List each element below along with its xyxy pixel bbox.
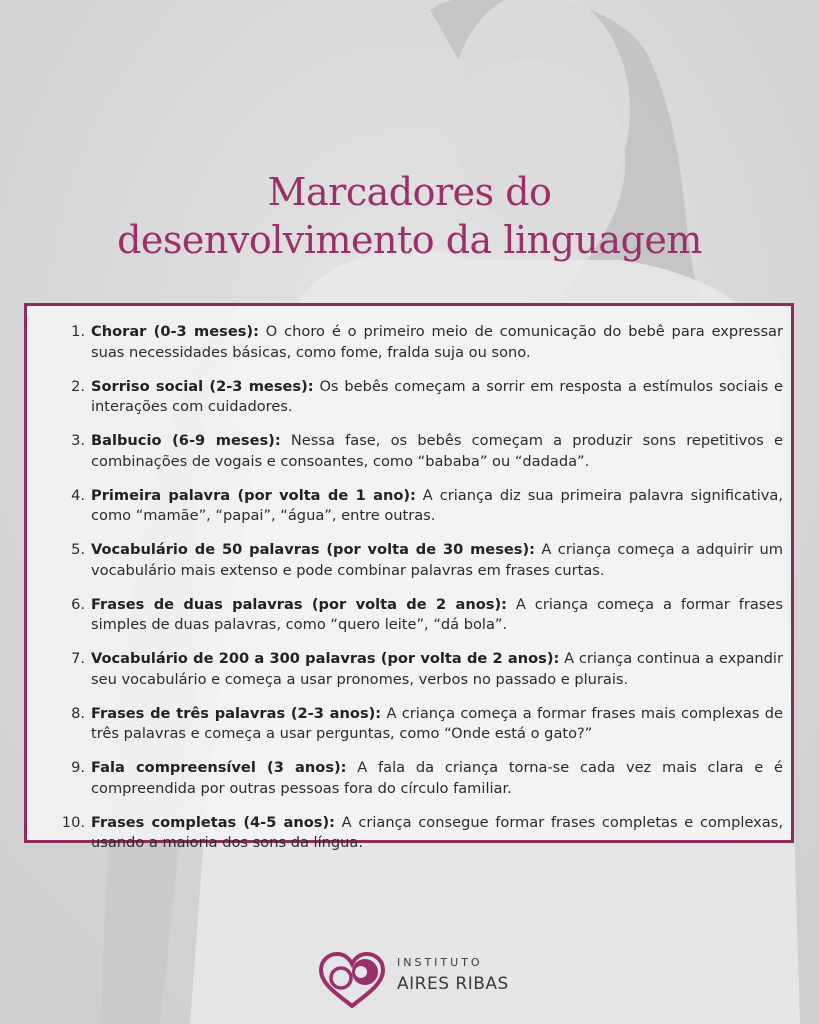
item-label: Vocabulário de 200 a 300 palavras (por volta de 2 anos): — [91, 650, 560, 667]
item-description: Os bebês começam a sorrir em resposta a estímulos sociais e interações com cuidadores. — [91, 377, 783, 415]
item-text — [91, 322, 783, 363]
item-number: 3. — [71, 432, 85, 449]
brand-line-2: AIRES RIBAS — [397, 974, 509, 994]
brand-footer — [317, 950, 517, 1010]
title-line-2: desenvolvimento da linguagem — [117, 218, 702, 262]
item-number: 4. — [71, 486, 85, 504]
item-number: 9. — [71, 759, 85, 776]
item-label: Balbucio (6-9 meses): — [91, 432, 281, 449]
item-text — [91, 649, 783, 690]
item-number: 7. — [71, 650, 85, 667]
milestones-list — [43, 322, 783, 867]
item-number: 2. — [71, 377, 85, 395]
item-text — [91, 813, 783, 854]
list-item — [43, 649, 783, 690]
list-item — [43, 377, 783, 418]
item-number: 1. — [71, 323, 85, 340]
item-description: O choro é o primeiro meio de comunicação do bebê para expressar suas necessidades básicas, como fome, fralda suja ou sono. — [91, 323, 783, 361]
item-text — [91, 377, 783, 418]
item-description: Nessa fase, os bebês começam a produzir sons repetitivos e combinações de vogais e consoantes, como “bababa” ou “dadada”. — [91, 432, 783, 470]
list-item — [43, 758, 783, 799]
list-item — [43, 486, 783, 527]
item-label: Vocabulário de 50 palavras (por volta de 30 meses): — [91, 541, 535, 558]
item-number: 8. — [71, 704, 85, 722]
item-text — [91, 540, 783, 581]
item-label: Frases de duas palavras (por volta de 2 anos): — [91, 595, 507, 613]
list-item — [43, 595, 783, 636]
item-description: A criança continua a expandir seu vocabulário e começa a usar pronomes, verbos no passado e plurais. — [91, 650, 783, 688]
title-line-1: Marcadores do — [267, 170, 552, 214]
item-description: A criança consegue formar frases completas e complexas, usando a maioria dos sons da língua. — [91, 813, 783, 851]
item-label: Fala compreensível (3 anos): — [91, 759, 347, 776]
item-label: Sorriso social (2-3 meses): — [91, 377, 314, 395]
milestones-card — [24, 303, 794, 851]
item-label: Primeira palavra (por volta de 1 ano): — [91, 486, 416, 504]
list-item — [43, 813, 783, 854]
item-label: Frases completas (4-5 anos): — [91, 813, 335, 831]
item-label: Frases de três palavras (2-3 anos): — [91, 704, 382, 722]
item-description: A fala da criança torna-se cada vez mais clara e é compreendida por outras pessoas fora do círculo familiar. — [91, 759, 783, 797]
list-item — [43, 322, 783, 363]
item-description: A criança diz sua primeira palavra significativa, como “mamãe”, “papai”, “água”, entre outras. — [91, 486, 783, 524]
page-title — [0, 168, 819, 264]
item-number: 5. — [71, 541, 85, 558]
item-text — [91, 758, 783, 799]
item-text — [91, 595, 783, 636]
item-label: Chorar (0-3 meses): — [91, 323, 259, 340]
item-number: 6. — [71, 595, 85, 613]
item-description: A criança começa a formar frases simples de duas palavras, como “quero leite”, “dá bola”. — [91, 595, 783, 633]
item-number: 10. — [61, 813, 85, 831]
item-text — [91, 431, 783, 472]
brand-line-1: INSTITUTO — [397, 956, 483, 969]
heart-logo-icon — [317, 950, 387, 1010]
list-item — [43, 431, 783, 472]
item-text — [91, 704, 783, 745]
list-item — [43, 540, 783, 581]
item-description: A criança começa a formar frases mais complexas de três palavras e começa a usar perguntas, como “Onde está o gato?” — [91, 704, 783, 742]
list-item — [43, 704, 783, 745]
item-description: A criança começa a adquirir um vocabulário mais extenso e pode combinar palavras em frases curtas. — [91, 541, 783, 579]
item-text — [91, 486, 783, 527]
